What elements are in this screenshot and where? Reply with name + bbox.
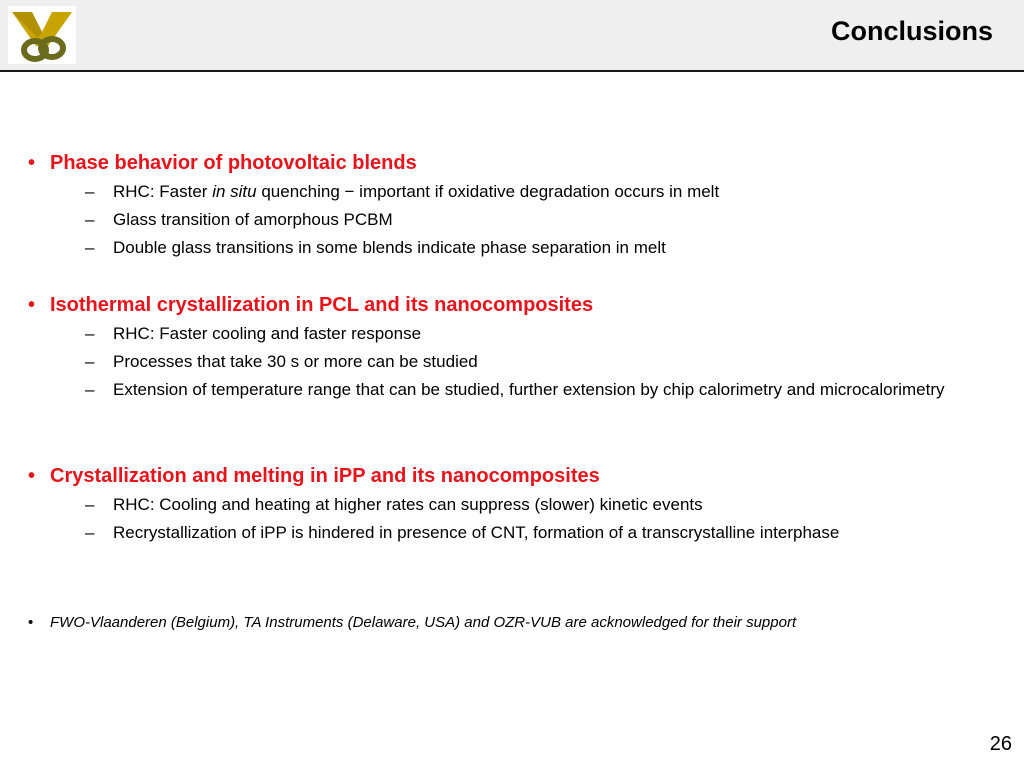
list-item: – RHC: Faster cooling and faster response [85, 324, 422, 343]
slide-header [0, 0, 1024, 72]
section-heading: • Phase behavior of photovoltaic blends [28, 152, 417, 174]
dash-icon: – [85, 182, 95, 201]
section-phase-behavior [28, 151, 973, 259]
list-item: – Recrystallization of iPP is hindered in presence of CNT, formation of a transcrystalline interphase [85, 523, 840, 542]
dash-icon: – [85, 523, 95, 542]
section-crystallization-ipp [28, 464, 973, 544]
bullet-icon: • [28, 152, 36, 174]
bullet-icon: • [28, 465, 36, 487]
page-number: 26 [989, 733, 1012, 755]
bullet-icon: • [28, 614, 34, 631]
dash-icon: – [85, 352, 95, 371]
list-item: – Extension of temperature range that can be studied, further extension by chip calorimetry and microcalorimetry [85, 380, 945, 399]
bullet-icon: • [28, 294, 36, 316]
dash-icon: – [85, 324, 95, 343]
university-logo [8, 6, 76, 64]
dash-icon: – [85, 495, 95, 514]
section-heading: • Isothermal crystallization in PCL and its nanocomposites [28, 294, 594, 316]
list-item: – Glass transition of amorphous PCBM [85, 210, 393, 229]
list-item: – Double glass transitions in some blends indicate phase separation in melt [85, 238, 666, 257]
dash-icon: – [85, 210, 95, 229]
list-item: – RHC: Faster in situ quenching − important if oxidative degradation occurs in melt [85, 182, 720, 201]
acknowledgement: • FWO-Vlaanderen (Belgium), TA Instruments (Delaware, USA) and OZR-VUB are acknowledged for their support [28, 614, 797, 631]
dash-icon: – [85, 238, 95, 257]
dash-icon: – [85, 380, 95, 399]
list-item: – Processes that take 30 s or more can be studied [85, 352, 478, 371]
list-item: – RHC: Cooling and heating at higher rates can suppress (slower) kinetic events [85, 495, 703, 514]
section-isothermal [28, 293, 973, 401]
slide-title: Conclusions [830, 16, 993, 46]
section-heading: • Crystallization and melting in iPP and its nanocomposites [28, 465, 600, 487]
